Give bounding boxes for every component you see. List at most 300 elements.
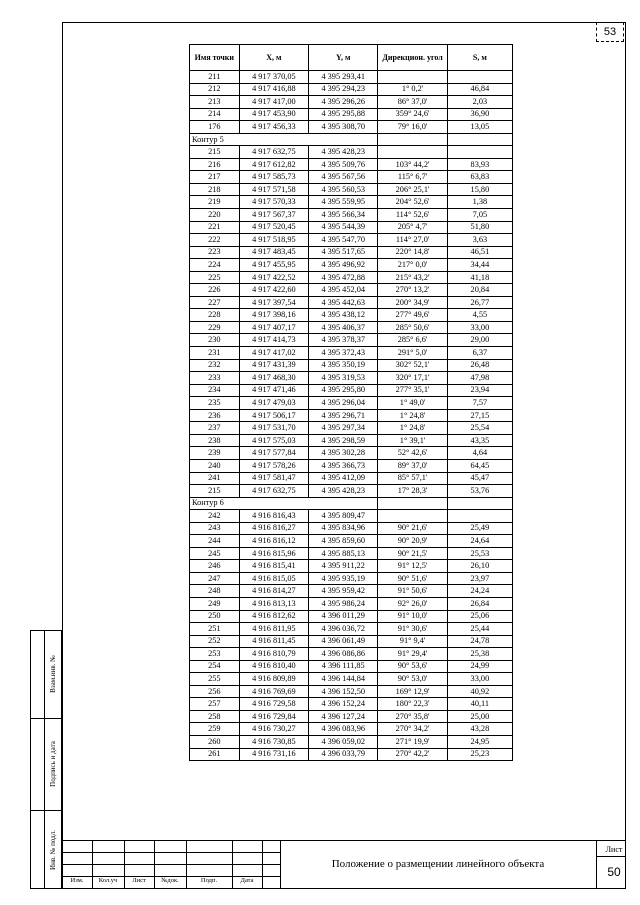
y-cell: 4 396 152,24 — [309, 698, 378, 711]
y-cell: 4 395 560,53 — [309, 183, 378, 196]
table-row — [190, 359, 513, 372]
x-cell: 4 916 815,96 — [239, 547, 308, 560]
y-cell: 4 395 296,04 — [309, 397, 378, 410]
bearing-cell: 200° 34,9' — [378, 296, 447, 309]
point-name-cell: 227 — [190, 296, 240, 309]
x-cell: 4 916 730,27 — [239, 723, 308, 736]
distance-cell: 2,03 — [447, 96, 512, 109]
table-row — [190, 234, 513, 247]
x-cell: 4 917 417,00 — [239, 96, 308, 109]
x-cell: 4 916 729,58 — [239, 698, 308, 711]
point-name-cell: 243 — [190, 522, 240, 535]
x-cell: 4 916 769,69 — [239, 685, 308, 698]
distance-cell: 47,98 — [447, 372, 512, 385]
bearing-cell: 1° 24,8' — [378, 422, 447, 435]
x-cell: 4 917 453,90 — [239, 108, 308, 121]
bearing-cell: 17° 28,3' — [378, 485, 447, 498]
bearing-cell: 204° 52,6' — [378, 196, 447, 209]
y-cell: 4 396 152,50 — [309, 685, 378, 698]
distance-cell: 51,80 — [447, 221, 512, 234]
table-row — [190, 397, 513, 410]
x-cell: 4 916 810,79 — [239, 648, 308, 661]
y-cell: 4 396 036,72 — [309, 623, 378, 636]
point-name-cell: 236 — [190, 409, 240, 422]
point-name-cell: 221 — [190, 221, 240, 234]
point-name-cell: 215 — [190, 146, 240, 159]
point-name-cell: 233 — [190, 372, 240, 385]
y-cell: 4 395 986,24 — [309, 597, 378, 610]
bearing-cell: 1° 24,8' — [378, 409, 447, 422]
distance-cell: 29,00 — [447, 334, 512, 347]
y-cell: 4 395 442,63 — [309, 296, 378, 309]
bearing-cell: 90° 20,9' — [378, 535, 447, 548]
point-name-cell: 258 — [190, 710, 240, 723]
x-cell: 4 917 567,37 — [239, 209, 308, 222]
distance-cell: 1,38 — [447, 196, 512, 209]
bearing-cell: 205° 4,7' — [378, 221, 447, 234]
x-cell: 4 917 370,05 — [239, 71, 308, 84]
x-cell: 4 917 483,45 — [239, 246, 308, 259]
distance-cell: 83,93 — [447, 158, 512, 171]
distance-cell: 26,48 — [447, 359, 512, 372]
table-row — [190, 510, 513, 523]
tb-col-signature: Подп. — [200, 877, 218, 884]
distance-cell: 43,28 — [447, 723, 512, 736]
document-title: Положение о размещении линейного объекта — [331, 858, 545, 870]
y-cell: 4 396 144,84 — [309, 673, 378, 686]
point-name-cell: 248 — [190, 585, 240, 598]
table-row — [190, 698, 513, 711]
point-name-cell: 259 — [190, 723, 240, 736]
bearing-cell: 86° 37,0' — [378, 96, 447, 109]
table-row — [190, 334, 513, 347]
distance-cell: 27,15 — [447, 409, 512, 422]
bearing-cell: 270° 13,2' — [378, 284, 447, 297]
table-row — [190, 660, 513, 673]
distance-cell: 20,84 — [447, 284, 512, 297]
y-cell: 4 395 406,37 — [309, 321, 378, 334]
y-cell: 4 395 428,23 — [309, 485, 378, 498]
coordinates-table — [189, 44, 513, 761]
point-name-cell: 211 — [190, 71, 240, 84]
empty-cell — [378, 133, 447, 146]
table-row — [190, 284, 513, 297]
bearing-cell: 302° 52,1' — [378, 359, 447, 372]
table-row — [190, 146, 513, 159]
point-name-cell: 244 — [190, 535, 240, 548]
table-row — [190, 372, 513, 385]
bearing-cell: 91° 12,5' — [378, 560, 447, 573]
x-cell: 4 916 815,41 — [239, 560, 308, 573]
x-cell: 4 916 811,95 — [239, 623, 308, 636]
bearing-cell: 169° 12,9' — [378, 685, 447, 698]
point-name-cell: 229 — [190, 321, 240, 334]
distance-cell: 26,10 — [447, 560, 512, 573]
page-number-box: 53 — [596, 22, 624, 42]
x-cell: 4 917 632,75 — [239, 485, 308, 498]
x-cell: 4 916 816,43 — [239, 510, 308, 523]
distance-cell: 25,44 — [447, 623, 512, 636]
point-name-cell: 249 — [190, 597, 240, 610]
x-cell: 4 917 397,54 — [239, 296, 308, 309]
x-cell: 4 917 417,02 — [239, 347, 308, 360]
point-name-cell: 176 — [190, 121, 240, 134]
table-row — [190, 723, 513, 736]
table-row — [190, 271, 513, 284]
bearing-cell: 91° 30,6' — [378, 623, 447, 636]
contour-row — [190, 497, 513, 510]
bearing-cell: 103° 44,2' — [378, 158, 447, 171]
x-cell: 4 916 729,84 — [239, 710, 308, 723]
y-cell: 4 395 295,80 — [309, 384, 378, 397]
table-row — [190, 547, 513, 560]
y-cell: 4 395 302,28 — [309, 447, 378, 460]
y-cell: 4 395 567,56 — [309, 171, 378, 184]
y-cell: 4 396 061,49 — [309, 635, 378, 648]
point-name-cell: 237 — [190, 422, 240, 435]
point-name-cell: 260 — [190, 735, 240, 748]
table-row — [190, 748, 513, 761]
y-cell: 4 395 350,19 — [309, 359, 378, 372]
bearing-cell: 90° 21,5' — [378, 547, 447, 560]
x-cell: 4 916 731,16 — [239, 748, 308, 761]
contour-label: Контур 5 — [190, 133, 378, 146]
bearing-cell — [378, 510, 447, 523]
bearing-cell: 79° 16,0' — [378, 121, 447, 134]
point-name-cell: 257 — [190, 698, 240, 711]
point-name-cell: 228 — [190, 309, 240, 322]
y-cell: 4 395 517,65 — [309, 246, 378, 259]
distance-cell: 4,55 — [447, 309, 512, 322]
y-cell: 4 395 319,53 — [309, 372, 378, 385]
sidebar-label-original-inv: Инв. № подл. — [49, 829, 57, 870]
distance-cell: 25,53 — [447, 547, 512, 560]
header-x: X, м — [239, 45, 308, 71]
point-name-cell: 218 — [190, 183, 240, 196]
table-row — [190, 623, 513, 636]
bearing-cell: 90° 53,6' — [378, 660, 447, 673]
x-cell: 4 917 414,73 — [239, 334, 308, 347]
distance-cell: 26,84 — [447, 597, 512, 610]
bearing-cell: 285° 6,6' — [378, 334, 447, 347]
x-cell: 4 916 730,85 — [239, 735, 308, 748]
title-block — [62, 840, 626, 889]
distance-cell: 33,00 — [447, 673, 512, 686]
x-cell: 4 917 578,26 — [239, 459, 308, 472]
table-row — [190, 585, 513, 598]
x-cell: 4 917 518,95 — [239, 234, 308, 247]
bearing-cell: 114° 52,6' — [378, 209, 447, 222]
point-name-cell: 226 — [190, 284, 240, 297]
bearing-cell: 92° 26,0' — [378, 597, 447, 610]
table-row — [190, 635, 513, 648]
y-cell: 4 395 496,92 — [309, 259, 378, 272]
distance-cell: 25,38 — [447, 648, 512, 661]
distance-cell: 25,49 — [447, 522, 512, 535]
point-name-cell: 242 — [190, 510, 240, 523]
table-row — [190, 96, 513, 109]
point-name-cell: 225 — [190, 271, 240, 284]
point-name-cell: 254 — [190, 660, 240, 673]
point-name-cell: 219 — [190, 196, 240, 209]
distance-cell: 43,35 — [447, 434, 512, 447]
tb-col-sheet: Лист — [132, 877, 146, 884]
bearing-cell: 359° 24,6' — [378, 108, 447, 121]
empty-cell — [447, 133, 512, 146]
bearing-cell: 89° 37,0' — [378, 459, 447, 472]
distance-cell: 25,54 — [447, 422, 512, 435]
x-cell: 4 917 456,33 — [239, 121, 308, 134]
bearing-cell: 90° 53,0' — [378, 673, 447, 686]
y-cell: 4 395 544,39 — [309, 221, 378, 234]
table-row — [190, 459, 513, 472]
y-cell: 4 395 834,96 — [309, 522, 378, 535]
x-cell: 4 917 407,17 — [239, 321, 308, 334]
x-cell: 4 917 575,03 — [239, 434, 308, 447]
point-name-cell: 223 — [190, 246, 240, 259]
distance-cell: 24,24 — [447, 585, 512, 598]
table-row — [190, 597, 513, 610]
bearing-cell: 1° 49,0' — [378, 397, 447, 410]
distance-cell: 25,00 — [447, 710, 512, 723]
bearing-cell: 277° 35,1' — [378, 384, 447, 397]
point-name-cell: 214 — [190, 108, 240, 121]
x-cell: 4 917 468,30 — [239, 372, 308, 385]
table-row — [190, 384, 513, 397]
x-cell: 4 916 816,27 — [239, 522, 308, 535]
point-name-cell: 216 — [190, 158, 240, 171]
sidebar-label-replaced-inv: Взам.инв. № — [49, 655, 57, 693]
header-y: Y, м — [309, 45, 378, 71]
y-cell: 4 395 911,22 — [309, 560, 378, 573]
bearing-cell: 215° 43,2' — [378, 271, 447, 284]
distance-cell: 40,11 — [447, 698, 512, 711]
x-cell: 4 917 585,73 — [239, 171, 308, 184]
table-row — [190, 735, 513, 748]
y-cell: 4 396 059,02 — [309, 735, 378, 748]
distance-cell: 41,18 — [447, 271, 512, 284]
bearing-cell: 90° 51,6' — [378, 572, 447, 585]
distance-cell: 24,99 — [447, 660, 512, 673]
point-name-cell: 224 — [190, 259, 240, 272]
table-row — [190, 572, 513, 585]
distance-cell — [447, 510, 512, 523]
y-cell: 4 395 809,47 — [309, 510, 378, 523]
table-row — [190, 447, 513, 460]
table-row — [190, 71, 513, 84]
y-cell: 4 395 559,95 — [309, 196, 378, 209]
y-cell: 4 395 296,71 — [309, 409, 378, 422]
table-row — [190, 347, 513, 360]
bearing-cell — [378, 71, 447, 84]
table-row — [190, 535, 513, 548]
y-cell: 4 395 428,23 — [309, 146, 378, 159]
y-cell: 4 395 295,88 — [309, 108, 378, 121]
y-cell: 4 395 293,41 — [309, 71, 378, 84]
x-cell: 4 916 814,27 — [239, 585, 308, 598]
y-cell: 4 395 547,70 — [309, 234, 378, 247]
bearing-cell: 220° 14,8' — [378, 246, 447, 259]
y-cell: 4 395 297,34 — [309, 422, 378, 435]
y-cell: 4 395 308,70 — [309, 121, 378, 134]
table-row — [190, 83, 513, 96]
table-row — [190, 485, 513, 498]
x-cell: 4 917 520,45 — [239, 221, 308, 234]
bearing-cell: 1° 0,2' — [378, 83, 447, 96]
distance-cell: 53,76 — [447, 485, 512, 498]
x-cell: 4 916 810,40 — [239, 660, 308, 673]
table-row — [190, 121, 513, 134]
table-row — [190, 196, 513, 209]
bearing-cell: 85° 57,1' — [378, 472, 447, 485]
empty-cell — [447, 497, 512, 510]
y-cell: 4 396 111,85 — [309, 660, 378, 673]
distance-cell: 7,05 — [447, 209, 512, 222]
y-cell: 4 396 083,96 — [309, 723, 378, 736]
y-cell: 4 395 412,09 — [309, 472, 378, 485]
distance-cell: 6,37 — [447, 347, 512, 360]
table-row — [190, 321, 513, 334]
point-name-cell: 253 — [190, 648, 240, 661]
tb-col-date: Дата — [240, 877, 254, 884]
tb-col-count: Кол.уч — [98, 877, 118, 884]
distance-cell: 15,80 — [447, 183, 512, 196]
point-name-cell: 238 — [190, 434, 240, 447]
bearing-cell: 291° 5,0' — [378, 347, 447, 360]
bearing-cell: 91° 9,4' — [378, 635, 447, 648]
x-cell: 4 916 811,45 — [239, 635, 308, 648]
bearing-cell — [378, 146, 447, 159]
point-name-cell: 232 — [190, 359, 240, 372]
distance-cell: 24,64 — [447, 535, 512, 548]
contour-label: Контур 6 — [190, 497, 378, 510]
table-header-row — [190, 45, 513, 71]
x-cell: 4 917 531,70 — [239, 422, 308, 435]
distance-cell: 34,44 — [447, 259, 512, 272]
y-cell: 4 396 086,86 — [309, 648, 378, 661]
distance-cell: 25,23 — [447, 748, 512, 761]
point-name-cell: 240 — [190, 459, 240, 472]
point-name-cell: 220 — [190, 209, 240, 222]
distance-cell: 36,90 — [447, 108, 512, 121]
distance-cell: 64,45 — [447, 459, 512, 472]
bearing-cell: 91° 29,4' — [378, 648, 447, 661]
y-cell: 4 395 372,43 — [309, 347, 378, 360]
distance-cell: 26,77 — [447, 296, 512, 309]
distance-cell: 13,05 — [447, 121, 512, 134]
point-name-cell: 215 — [190, 485, 240, 498]
distance-cell: 33,00 — [447, 321, 512, 334]
point-name-cell: 256 — [190, 685, 240, 698]
y-cell: 4 395 438,12 — [309, 309, 378, 322]
bearing-cell: 270° 42,2' — [378, 748, 447, 761]
y-cell: 4 395 509,76 — [309, 158, 378, 171]
contour-row — [190, 133, 513, 146]
distance-cell: 3,63 — [447, 234, 512, 247]
header-distance: S, м — [447, 45, 512, 71]
x-cell: 4 917 471,46 — [239, 384, 308, 397]
point-name-cell: 234 — [190, 384, 240, 397]
x-cell: 4 917 612,82 — [239, 158, 308, 171]
table-row — [190, 610, 513, 623]
distance-cell: 46,84 — [447, 83, 512, 96]
table-row — [190, 648, 513, 661]
bearing-cell: 90° 21,6' — [378, 522, 447, 535]
point-name-cell: 247 — [190, 572, 240, 585]
table-row — [190, 108, 513, 121]
y-cell: 4 395 859,60 — [309, 535, 378, 548]
point-name-cell: 213 — [190, 96, 240, 109]
table-row — [190, 472, 513, 485]
distance-cell: 24,78 — [447, 635, 512, 648]
point-name-cell: 261 — [190, 748, 240, 761]
tb-col-change: Изм. — [70, 877, 84, 884]
bearing-cell: 217° 0,0' — [378, 259, 447, 272]
point-name-cell: 246 — [190, 560, 240, 573]
bearing-cell: 114° 27,0' — [378, 234, 447, 247]
point-name-cell: 212 — [190, 83, 240, 96]
x-cell: 4 917 581,47 — [239, 472, 308, 485]
table-row — [190, 183, 513, 196]
bearing-cell: 1° 39,1' — [378, 434, 447, 447]
table-row — [190, 259, 513, 272]
y-cell: 4 395 294,23 — [309, 83, 378, 96]
y-cell: 4 395 452,04 — [309, 284, 378, 297]
y-cell: 4 395 885,13 — [309, 547, 378, 560]
x-cell: 4 917 422,60 — [239, 284, 308, 297]
table-row — [190, 710, 513, 723]
distance-cell: 40,92 — [447, 685, 512, 698]
x-cell: 4 917 570,33 — [239, 196, 308, 209]
bearing-cell: 180° 22,3' — [378, 698, 447, 711]
x-cell: 4 917 571,58 — [239, 183, 308, 196]
point-name-cell: 245 — [190, 547, 240, 560]
point-name-cell: 241 — [190, 472, 240, 485]
tb-col-docnum: №док. — [161, 877, 179, 884]
point-name-cell: 252 — [190, 635, 240, 648]
table-row — [190, 673, 513, 686]
distance-cell: 63,83 — [447, 171, 512, 184]
y-cell: 4 395 366,73 — [309, 459, 378, 472]
table-row — [190, 209, 513, 222]
y-cell: 4 395 298,59 — [309, 434, 378, 447]
x-cell: 4 917 632,75 — [239, 146, 308, 159]
y-cell: 4 395 566,34 — [309, 209, 378, 222]
table-row — [190, 158, 513, 171]
distance-cell: 23,97 — [447, 572, 512, 585]
header-bearing: Дирекцион. угол — [378, 45, 447, 71]
table-row — [190, 434, 513, 447]
bearing-cell: 277° 49,6' — [378, 309, 447, 322]
bearing-cell: 271° 19,9' — [378, 735, 447, 748]
point-name-cell: 235 — [190, 397, 240, 410]
point-name-cell: 230 — [190, 334, 240, 347]
header-point-name: Имя точки — [190, 45, 240, 71]
table-row — [190, 221, 513, 234]
table-row — [190, 309, 513, 322]
bearing-cell: 320° 17,1' — [378, 372, 447, 385]
table-row — [190, 246, 513, 259]
y-cell: 4 395 378,37 — [309, 334, 378, 347]
bearing-cell: 285° 50,6' — [378, 321, 447, 334]
y-cell: 4 395 935,19 — [309, 572, 378, 585]
sheet-number: 50 — [607, 865, 621, 879]
bearing-cell: 115° 6,7' — [378, 171, 447, 184]
x-cell: 4 917 577,84 — [239, 447, 308, 460]
distance-cell: 24,95 — [447, 735, 512, 748]
y-cell: 4 395 296,26 — [309, 96, 378, 109]
x-cell: 4 917 416,88 — [239, 83, 308, 96]
